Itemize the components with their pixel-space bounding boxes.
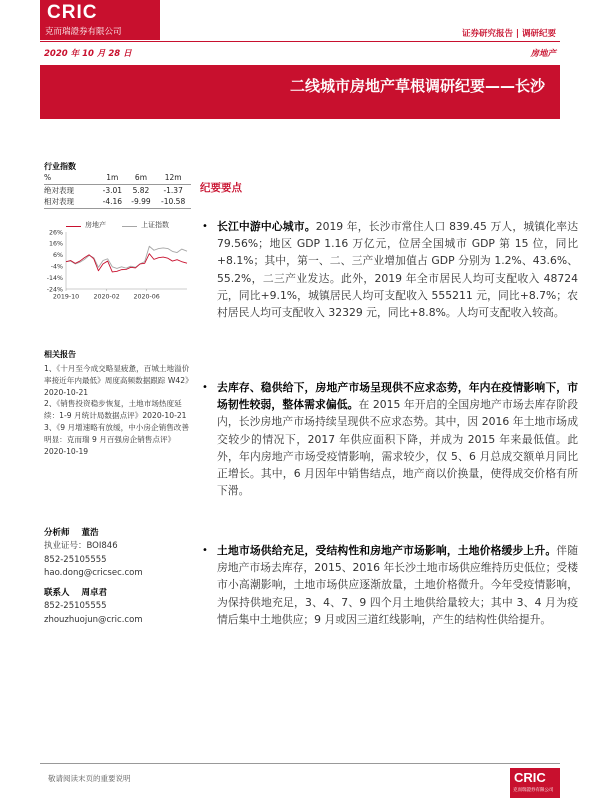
y-tick-label: 6% xyxy=(53,252,63,260)
summary-point-text xyxy=(217,379,578,499)
contact-title-line xyxy=(44,587,194,600)
summary-point-lead: 土地市场供给充足，受结构性和房地产市场影响，土地价格缓步上升。 xyxy=(217,544,557,557)
series-line-real-estate xyxy=(66,254,187,272)
x-tick-label: 2020-02 xyxy=(93,293,120,301)
related-report-item: 1、《十月至今成交略显疲惫，百城土地溢价率接近年内最低》周度高频数据跟踪 W42》2020-10-21 xyxy=(44,364,190,397)
summary-point-body: 2019 年，长沙市常住人口 839.45 万人，城镇化率达 79.56%；地区 GDP 1.16 万亿元，位居全国城市 GDP 第 15 位，同比+8.1%；其中，第一、二、三产业增加值占 GDP 分别为 1.2%、43.6%、55.2%，二三产业发达。此外，2019 年全市居民人均可支配收入 48724 元，同比+9.1%，城镇居民人均可支配收入 555211 元，同比+8.7%；农村居民人均可支配收入 32329 元，同比+8.8%。人均可支配收入较高。 xyxy=(217,220,579,320)
table-cell: -1.37 xyxy=(163,185,183,195)
y-tick-label: 26% xyxy=(49,229,63,237)
report-type-label: 证券研究报告 | 调研纪要 xyxy=(461,29,556,39)
legend-label-shanghai-index: 上证指数 xyxy=(141,221,169,229)
table-cell: 5.82 xyxy=(132,185,150,195)
related-report-item: 3、《9 月增速略有放缓，中小房企销售改善明显：克而瑞 9 月百强房企销售点评》2020-10-19 xyxy=(44,422,189,456)
x-tick-label: 2019-10 xyxy=(52,293,80,301)
table-row xyxy=(44,184,191,196)
table-header-row xyxy=(44,172,191,184)
summary-point-text xyxy=(217,542,578,628)
analyst-email: hao.dong@cricsec.com xyxy=(44,567,143,578)
report-title: 二线城市房地产草根调研纪要——长沙 xyxy=(289,77,545,95)
logo-wordmark: CRIC xyxy=(47,2,98,23)
summary-point-lead: 去库存、稳供给下，房地产市场呈现供不应求态势，年内在疫情影响下，市场韧性较弱，整体需求偏低。 xyxy=(217,381,578,412)
contact-phone: 852-25105555 xyxy=(44,601,107,612)
column-header: 6m xyxy=(127,172,156,184)
analyst-name: 董浩 xyxy=(81,528,99,538)
bullet-icon: • xyxy=(202,545,208,556)
y-tick-label: -24% xyxy=(46,286,63,294)
analyst-license: 执业证号：BOI846 xyxy=(44,541,118,552)
analyst-title-line xyxy=(44,527,194,540)
table-cell: -9.99 xyxy=(127,196,156,208)
summary-heading: 纪要要点 xyxy=(200,182,242,194)
contact-name: 周卓君 xyxy=(81,588,108,598)
report-date: 2020 年 10 月 28 日 xyxy=(44,49,132,59)
index-heading: 行业指数 xyxy=(44,162,76,171)
analyst-role: 分析师 xyxy=(44,528,70,538)
table-row xyxy=(44,196,191,208)
column-header: % xyxy=(44,172,98,184)
summary-point-lead: 长江中游中心城市。 xyxy=(217,220,316,233)
column-header: 12m xyxy=(155,172,191,184)
related-reports-list xyxy=(44,363,192,457)
column-header: 1m xyxy=(98,172,127,184)
footer-logo-wordmark: CRIC xyxy=(514,770,546,785)
footer-cric-logo xyxy=(510,768,560,798)
x-tick-label: 2020-06 xyxy=(133,293,160,301)
bullet-icon: • xyxy=(202,221,208,232)
analyst-block xyxy=(44,527,194,580)
y-tick-label: -4% xyxy=(50,263,63,271)
footer-logo-company-name: 克而瑞證券有限公司 xyxy=(513,788,554,793)
contact-email: zhouzhuojun@cric.com xyxy=(44,614,143,625)
analyst-phone: 852-25105555 xyxy=(44,554,107,565)
contact-block xyxy=(44,587,194,627)
footer-notice: 敬请阅读末页的重要说明 xyxy=(48,774,131,783)
title-banner xyxy=(40,65,560,119)
y-tick-label: 16% xyxy=(49,240,63,248)
summary-point xyxy=(200,218,578,321)
summary-point-text xyxy=(217,218,578,321)
table-cell: -3.01 xyxy=(102,185,123,195)
cric-logo xyxy=(40,0,160,40)
summary-point xyxy=(200,379,578,499)
sector-label: 房地产 xyxy=(530,49,556,59)
logo-company-name: 克而瑞證券有限公司 xyxy=(45,27,122,37)
header-divider xyxy=(40,41,560,42)
summary-point-body: 在 2015 年开启的全国房地产市场去库存阶段内，长沙房地产市场持续呈现供不应求态势。其中，因 2016 年土地市场成交较少的情况下，2017 年供应面积下降，并成为 2015 年来最低值。此外，年内房地产市场受疫情影响，需求较少，仅 5、6 月总成交额单月同比正增长。其中，6 月因年中销售结点，地产商以价换量，使得成交价格有所下滑。 xyxy=(217,398,578,498)
bullet-icon: • xyxy=(202,382,208,393)
summary-point xyxy=(200,542,578,628)
y-tick-label: -14% xyxy=(46,274,63,282)
legend-label-real-estate: 房地产 xyxy=(85,221,106,229)
related-reports-heading: 相关报告 xyxy=(44,350,76,359)
summary-point-body: 伴随房地产市场去库存，2015、2016 年长沙土地市场供应维持历史低位；受楼市小高潮影响，土地市场供应逐渐放量，土地价格微升。今年受疫情影响，为保持供地充足，3、4、7、9 四个月土地供给量较大；其中 3、4 月为疫情后集中土地供应；9 月或因三道红线影响，产生的结构性供给提升。 xyxy=(217,544,579,626)
related-report-item: 2、《销售投资稳步恢复，土地市场热度延续：1-9 月统计局数据点评》2020-10-21 xyxy=(44,399,187,421)
footer-divider xyxy=(40,763,560,764)
table-cell: -4.16 xyxy=(98,196,127,208)
index-performance-table xyxy=(44,172,191,209)
performance-line-chart xyxy=(40,218,190,304)
row-label: 相对表现 xyxy=(44,196,98,208)
contact-role: 联系人 xyxy=(44,588,70,598)
row-label: 绝对表现 xyxy=(44,185,74,195)
table-cell: -10.58 xyxy=(155,196,191,208)
